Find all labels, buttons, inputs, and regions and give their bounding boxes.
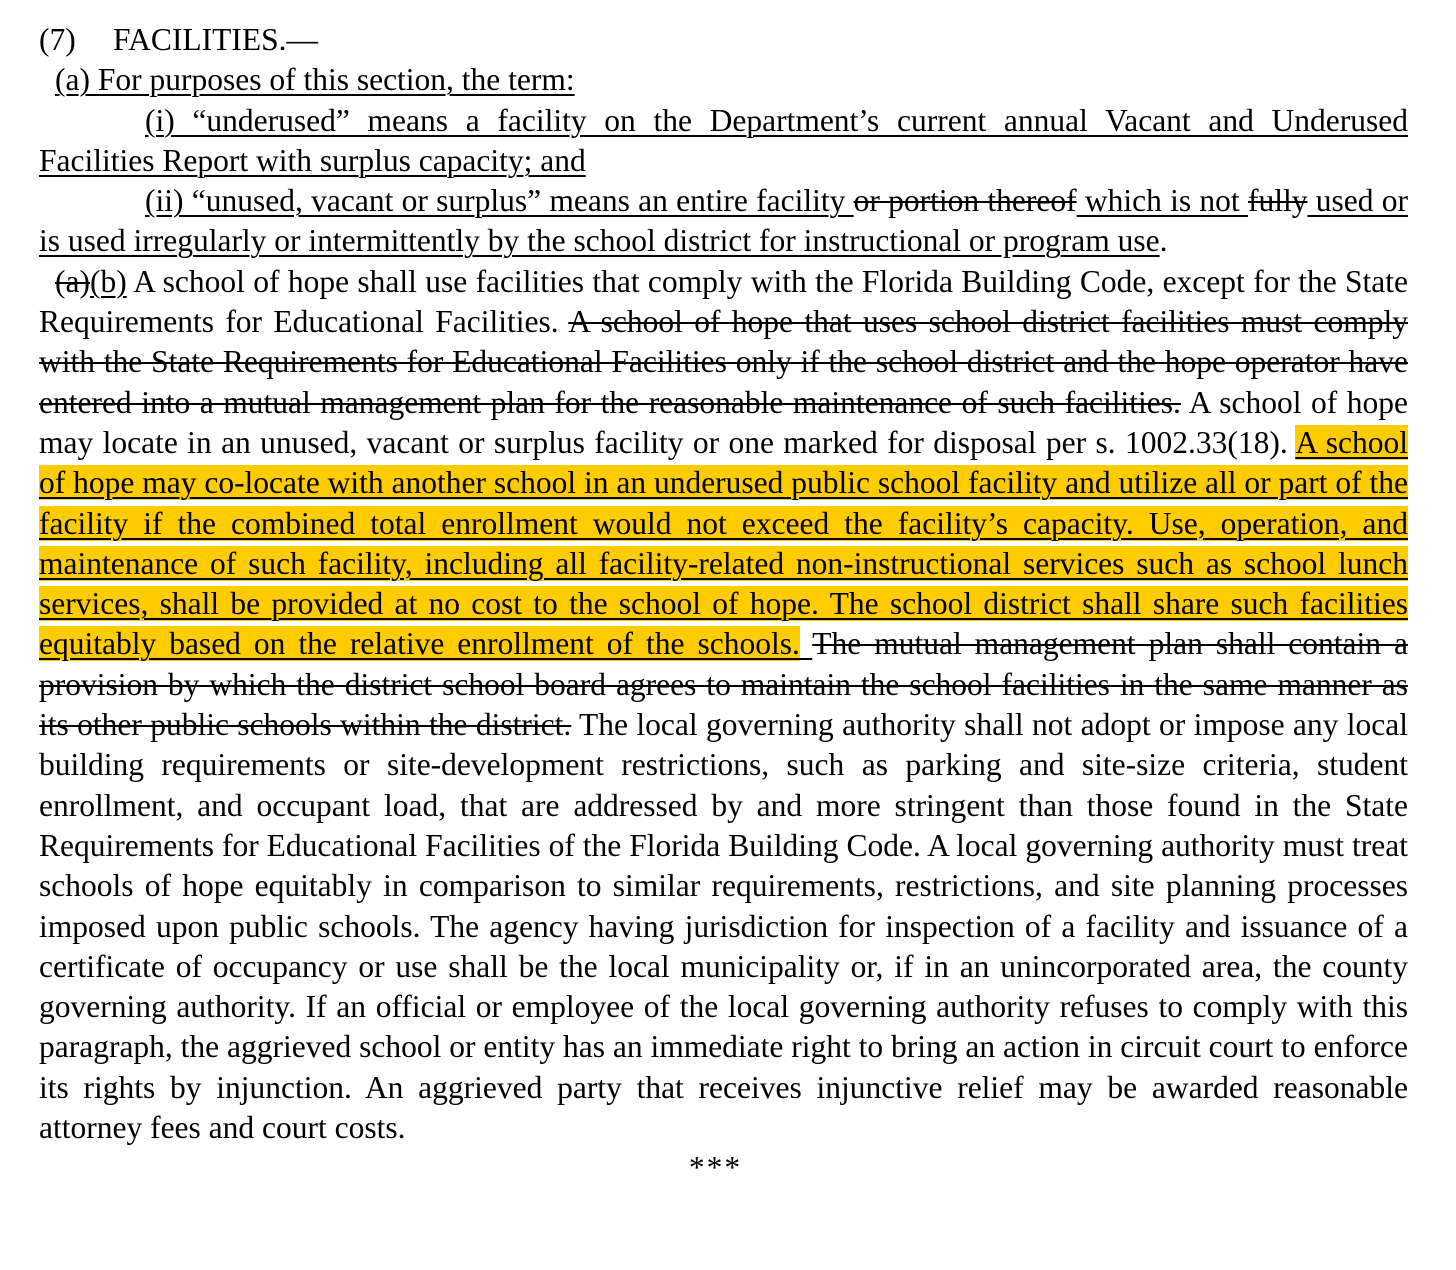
- paragraph-ii: [39, 181, 1408, 262]
- body-text: The local governing authority shall not adopt or impose any local building requirements or site-development restrictions, such as parking and site-size criteria, student enrollment, and occupant load, that are addressed by and more stringent than those found in the State Requirements for Educational Facilities of the Florida Building Code. A local governing authority must treat schools of hope equitably in comparison to similar requirements, restrictions, and site planning processes imposed upon public schools. The agency having jurisdiction for inspection of a facility and issuance of a certificate of occupancy or use shall be the local municipality or, if in an unincorporated area, the county governing authority. If an official or employee of the local governing authority refuses to comply with this paragraph, the aggrieved school or entity has an immediate right to bring an action in circuit court to enforce its rights by injunction. An aggrieved party that receives injunctive relief may be awarded reasonable attorney fees and court costs.: [39, 707, 1408, 1146]
- paragraph-b: [39, 262, 1408, 1149]
- inserted-text: which is not: [1076, 183, 1248, 219]
- inserted-text: (a) For purposes of this section, the term:: [55, 62, 575, 98]
- inserted-text: (i) “underused” means a facility on the Department’s current annual Vacant and Underused Facilities Report with surplus capacity; and: [39, 102, 1408, 178]
- paragraph-i: [39, 101, 1408, 182]
- deleted-text: The mutual management plan shall contain a provision by which the district school board agrees to maintain the school facilities in the same manner as its other public schools within the district.: [39, 626, 1408, 743]
- inserted-text: (ii) “unused, vacant or surplus” means an entire facility: [145, 183, 854, 219]
- sentence-end: .: [1159, 223, 1168, 259]
- section-title: FACILITIES.—: [113, 22, 319, 57]
- inserted-space: [800, 626, 812, 661]
- highlighted-inserted-text: A school of hope may co-locate with another school in an underused public school facility and utilize all or part of the facility if the combined total enrollment would not exceed the facility’s capacity. Use, operation, and maintenance of such facility, including all facility-related non-instructional services such as school lunch services, shall be provided at no cost to the school of hope. The school district shall share such facilities equitably based on the relative enrollment of the schools.: [39, 424, 1408, 662]
- body-text: A school of hope may locate in an unused, vacant or surplus facility or one marked for disposal per s. 1002.33(18).: [39, 384, 1408, 460]
- inserted-label: (b): [89, 263, 127, 299]
- section-heading: [39, 20, 1408, 60]
- inserted-text: used or is used irregularly or intermittently by the school district for instructional or program use: [39, 183, 1409, 259]
- body-text: A school of hope shall use facilities that comply with the Florida Building Code, except for the State Requirements for Educational Facilities.: [39, 263, 1408, 340]
- deleted-text: A school of hope that uses school district facilities must comply with the State Requirements for Educational Facilities only if the school district and the hope operator have entered into a mutual management plan for the reasonable maintenance of such facilities.: [39, 304, 1408, 420]
- paragraph-a: [39, 60, 1408, 100]
- section-number: (7): [39, 22, 76, 57]
- deleted-text: fully: [1247, 183, 1308, 219]
- section-separator: ***: [688, 1150, 743, 1186]
- deleted-text: or portion thereof: [853, 183, 1077, 219]
- deleted-label: (a): [55, 263, 90, 299]
